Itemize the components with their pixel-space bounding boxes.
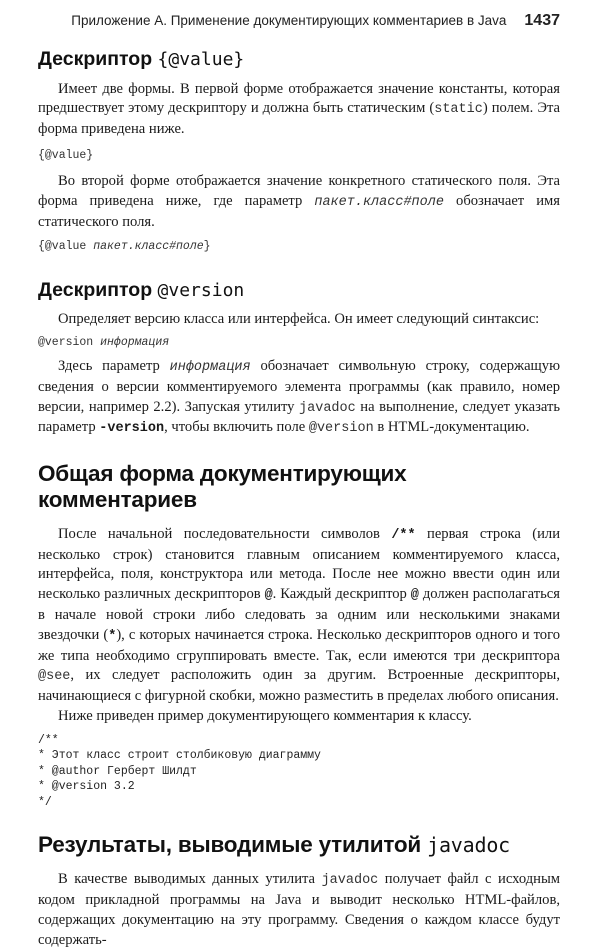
heading-javadoc-results — [38, 832, 560, 858]
text: В качестве выводимых данных утилита — [58, 871, 322, 888]
code-example — [38, 239, 560, 255]
text: После начальной последовательности символов — [58, 525, 392, 542]
code-block — [38, 733, 560, 811]
code-line: * @author Герберт Шилдт — [38, 764, 197, 778]
text: обозначает символьную строку, содержащую сведения о версии комментируемого элемента программы (как правило, номер версии, например 2.2). Запуская утилиту — [38, 357, 560, 415]
inline-code-bold: @ — [264, 588, 273, 604]
text: , чтобы включить поле — [164, 419, 309, 436]
text: Здесь параметр — [58, 357, 170, 374]
inline-code: javadoc — [321, 873, 379, 889]
inline-param: информация — [169, 359, 251, 375]
code-line: */ — [38, 795, 52, 809]
text: первая строка (или несколько строк) становится главным описанием комментируемого класса, интерфейса, поля, конструктора или метода. После нее можно ввести один или несколько различных дескрипторов — [38, 525, 560, 603]
text: , их следует расположить один за другим. Встроенные дескрипторы, начинающиеся с фигурной скобки, можно разместить в пределах любого описания. — [38, 667, 560, 705]
code-line: * @version 3.2 — [38, 780, 135, 794]
inline-code-bold: @ — [410, 588, 419, 604]
inline-code-bold: /** — [391, 527, 416, 543]
page-number: 1437 — [524, 12, 560, 29]
text: ), с которых начинается строка. Несколько дескрипторов одного и того же типа необходимо сгруппировать вместе. Так, если имеются три дескриптора — [38, 626, 560, 664]
code-line: * Этот класс строит столбиковую диаграмму — [38, 749, 321, 763]
text: в HTML-документацию. — [373, 419, 530, 436]
inline-code: @see — [38, 669, 71, 685]
heading-code: {@value} — [157, 49, 245, 70]
inline-code-bold: * — [108, 628, 117, 644]
inline-code: static — [434, 102, 483, 118]
general-paragraph-2: Ниже приведен пример документирующего комментария к классу. — [58, 708, 472, 725]
text: на выполнение, следует указать параметр — [38, 398, 561, 436]
code-example: {@value} — [38, 149, 94, 163]
code-param: информация — [100, 335, 170, 349]
heading-general-form: Общая форма документирующих комментариев — [38, 461, 407, 513]
heading-code: javadoc — [427, 833, 510, 858]
text: должен располагаться в начале новой строки либо следовать за одним или несколькими знаками звездочки ( — [38, 586, 560, 643]
value-paragraph-2 — [38, 172, 560, 232]
code-part: @version — [38, 335, 101, 349]
value-paragraph-1 — [38, 80, 560, 140]
text: ) полем. Эта форма приведена ниже. — [38, 100, 560, 138]
code-line: /** — [38, 733, 59, 747]
text: Имеет две формы. В первой форме отображается значение константы, которая предшествует этому дескриптору и должна быть статическим ( — [38, 80, 560, 117]
text: обозначает имя статического поля. — [38, 192, 560, 230]
heading-text: Дескриптор — [38, 279, 158, 302]
heading-text: Результаты, выводимые утилитой — [38, 832, 428, 858]
results-paragraph-1 — [38, 870, 560, 950]
code-param: пакет.класс#поле — [93, 240, 204, 254]
heading-value-descriptor — [38, 48, 560, 71]
code-part: } — [203, 240, 211, 254]
page-content — [38, 40, 560, 950]
heading-code: @version — [157, 280, 245, 302]
text: получает файл с исходным кодом прикладной программы на Java и выводит несколько HTML-файлов, содержащих документацию на эту программу. Сведения о каждом классе будут содержать- — [38, 871, 560, 948]
inline-code: @version — [308, 421, 374, 437]
running-header — [38, 12, 560, 30]
code-part: {@value — [38, 240, 94, 254]
version-paragraph-2 — [38, 357, 560, 439]
heading-version-descriptor — [38, 279, 560, 302]
inline-code-bold: -version — [99, 421, 165, 437]
text: . Каждый дескриптор — [272, 586, 411, 603]
code-example — [38, 335, 560, 351]
inline-code: javadoc — [299, 400, 356, 416]
general-paragraph-1 — [38, 525, 560, 707]
inline-param: пакет.класс#поле — [314, 194, 444, 210]
version-paragraph-1: Определяет версию класса или интерфейса. Он имеет следующий синтаксис: — [58, 311, 540, 328]
heading-text: Дескриптор — [38, 48, 158, 70]
text: Во второй форме отображается значение конкретного статического поля. Эта форма приведена ниже, где параметр — [38, 173, 560, 209]
running-header-title: Приложение А. Применение документирующих комментариев в Java — [71, 13, 507, 28]
